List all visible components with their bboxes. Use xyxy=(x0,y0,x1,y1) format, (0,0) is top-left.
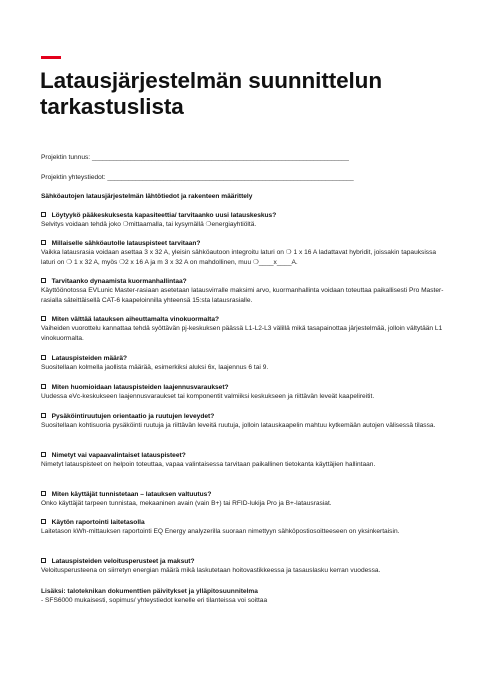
item-question: Miten käyttäjät tunnistetaan – latauksen valtuutus? xyxy=(51,491,212,498)
item-question: Latauspisteiden veloitusperusteet ja maksut? xyxy=(51,558,195,565)
checklist-item xyxy=(41,239,446,267)
checkbox-icon[interactable] xyxy=(41,278,46,283)
item-question: Pysäköintiruutujen orientaatio ja ruutujen leveydet? xyxy=(51,413,215,420)
item-answer: Suositellaan kohtisuoria pysäköinti ruutuja ja riittävän leveitä ruutuja, jolloin latauskaapelin mahtuu kytkemään autojen välisessä tilassa. xyxy=(41,422,436,430)
item-answer: Veloitusperusteena on siirretyn energian määrä mikä laskutetaan hoitovastikkeessa ja tasauslasku kerran vuodessa. xyxy=(41,567,381,575)
checklist-item xyxy=(41,518,446,537)
item-question: Millaiselle sähköautolle latauspisteet tarvitaan? xyxy=(51,240,201,247)
checkbox-icon[interactable] xyxy=(41,452,46,457)
section-heading: Sähköautojen latausjärjestelmän lähtötiedot ja rakenteen määrittely xyxy=(41,193,253,200)
item-question: Miten huomioidaan latauspisteiden laajennusvaraukset? xyxy=(51,384,229,391)
checklist-item xyxy=(41,383,446,402)
checklist-item xyxy=(41,354,446,373)
item-answer: Uudessa eVc-keskukseen laajennusvaraukset tai komponentit valmiiksi keskukseen ja riittävän leveät kaapelireitit. xyxy=(41,393,375,401)
project-contact-label: Projektin yhteystiedot: xyxy=(41,174,106,181)
checklist-item xyxy=(41,211,446,230)
project-contact-field[interactable] xyxy=(41,173,354,182)
checklist-item xyxy=(41,490,446,509)
item-question: Nimetyt vai vapaavalintaiset latauspisteet? xyxy=(51,452,186,459)
checklist-item xyxy=(41,557,446,576)
project-id-label: Projektin tunnus: xyxy=(41,154,91,161)
notes-heading: Lisäksi: taloteknikan dokumenttien päivitykset ja ylläpitosuunnitelma xyxy=(41,588,258,595)
checkbox-icon[interactable] xyxy=(41,413,46,418)
accent-bar xyxy=(41,56,61,59)
item-answer: Laitetason kWh-mittauksen raportointi EQ Energy analyzerilla suoraan nimettyyn sähköpostiosoitteeseen on yksinkertaisin. xyxy=(41,528,400,536)
item-question: Käytön raportointi laitetasolla xyxy=(51,519,145,526)
title-line-2: tarkastuslista xyxy=(40,94,184,119)
checkbox-icon[interactable] xyxy=(41,316,46,321)
item-answer: Käyttöönotossa EVLunic Master-rasiaan asetetaan latausvirralle maksimi arvo, kuormanhallinta voidaan toteuttaa paikallisesti Pro Master-rasialla säteittäisellä CAT-6 kaapeloinnilla yhteensä 15:sta latausrasialle. xyxy=(41,287,444,304)
checklist-item xyxy=(41,315,446,343)
page-title xyxy=(40,68,440,120)
item-question: Miten välttää latauksen aiheuttamalta vinokuormalta? xyxy=(51,316,220,323)
project-id-blank[interactable]: _________________________________________________________________________ xyxy=(91,154,349,161)
checklist-item xyxy=(41,412,446,431)
checkbox-icon[interactable] xyxy=(41,384,46,389)
project-contact-blank[interactable]: ______________________________________________________________________ xyxy=(107,174,354,181)
checkbox-icon[interactable] xyxy=(41,355,46,360)
checklist-item xyxy=(41,277,446,305)
item-answer: Vaikka latausrasia voidaan asettaa 3 x 32 A, yleisin sähköautoon integroitu laturi on ❍ 1 x 16 A ladattavat hybridit, joissakin tapauksissa laturi on ❍ 1 x 32 A, myös ❍2 x 16 A ja m 3 x 32 A on mahdollinen, muu ❍____x____A. xyxy=(41,249,437,266)
item-answer: Nimetyt latauspisteet on helpoin toteuttaa, vapaa valintaisessa tarvitaan paikallinen tietokanta käyttäjien hallintaan. xyxy=(41,461,376,469)
title-line-1: Latausjärjestelmän suunnittelun xyxy=(40,68,382,93)
notes-body: - SFS6000 mukaisesti, sopimus/ yhteystiedot kenelle eri tilanteissa voi soittaa xyxy=(41,597,268,605)
item-question: Löytyykö pääkeskuksesta kapasiteettia/ tarvitaanko uusi latauskeskus? xyxy=(51,212,277,219)
checkbox-icon[interactable] xyxy=(41,240,46,245)
checkbox-icon[interactable] xyxy=(41,519,46,524)
item-answer: Vaiheiden vuorottelu kannattaa tehdä syöttävän pj-keskuksen päässä L1-L2-L3 välillä mikä tasapainottaa järjestelmää, jolloin vältytään L1 vinokuormalta. xyxy=(41,325,443,342)
checkbox-icon[interactable] xyxy=(41,491,46,496)
item-answer: Selvitys voidaan tehdä joko ❍mittaamalla, tai kysymällä ❍energiayhtiöltä. xyxy=(41,221,257,229)
checkbox-icon[interactable] xyxy=(41,558,46,563)
item-question: Latauspisteiden määrä? xyxy=(51,355,128,362)
checkbox-icon[interactable] xyxy=(41,212,46,217)
item-question: Tarvitaanko dynaamista kuormanhallintaa? xyxy=(51,278,187,285)
checklist-item xyxy=(41,451,446,470)
project-id-field[interactable] xyxy=(41,153,349,162)
item-answer: Suositellaan kolmella jaollista määrää, esimerkiksi aluksi 6x, laajennus 6 tai 9. xyxy=(41,364,269,372)
item-answer: Onko käyttäjät tarpeen tunnistaa, mekaaninen avain (vain B+) tai RFID-lukija Pro ja B+-latausrasiat. xyxy=(41,500,332,508)
notes-section xyxy=(41,587,446,606)
